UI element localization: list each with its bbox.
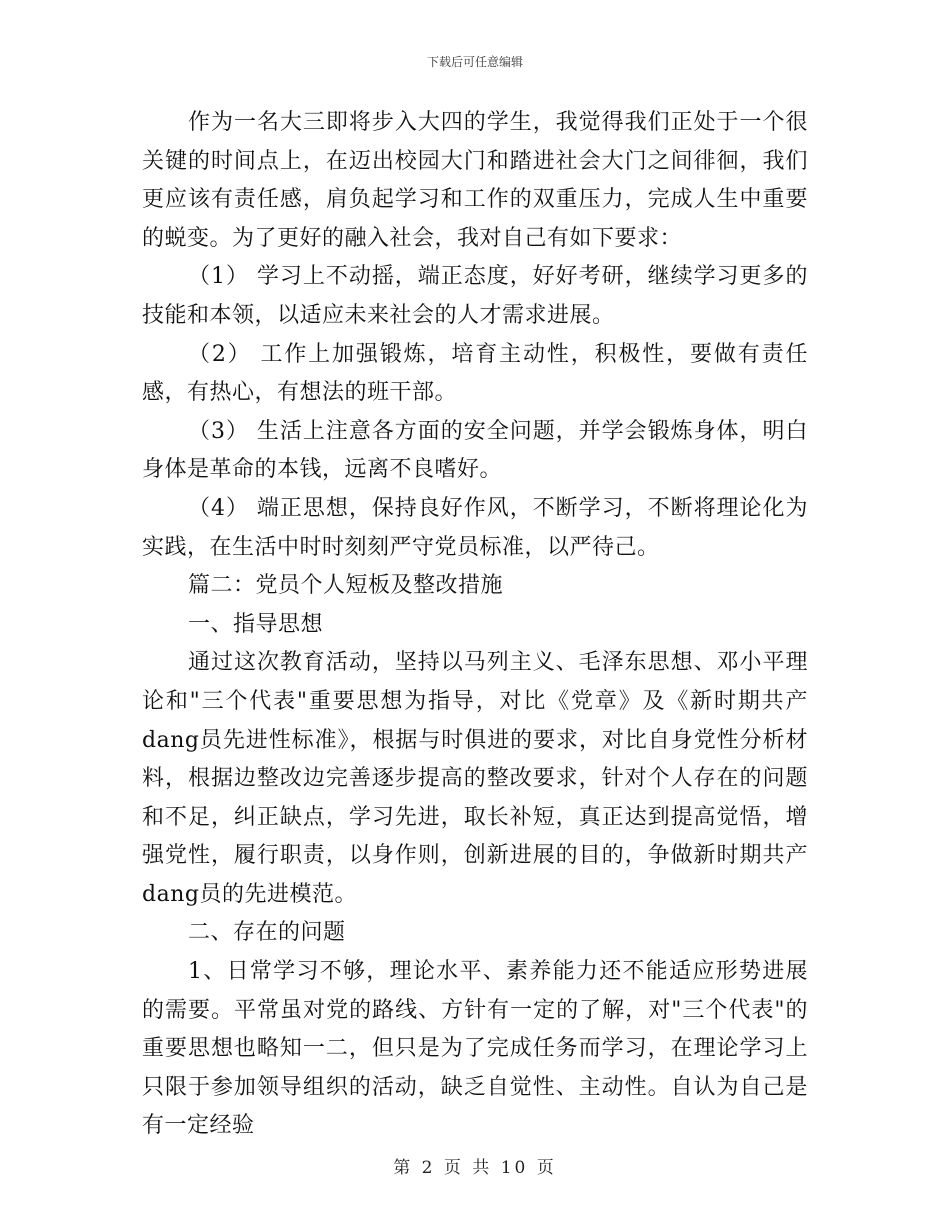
paragraph-requirement-4: （4） 端正思想，保持良好作风，不断学习，不断将理论化为实践，在生活中时时刻刻严守党员标准，以严待己。 — [142, 495, 808, 560]
document-body — [142, 104, 808, 1146]
page-header-note: 下载后可任意编辑 — [426, 55, 523, 69]
section-title-part-two: 篇二：党员个人短板及整改措施 — [188, 573, 504, 599]
paragraph-problem-1: 1、日常学习不够，理论水平、素养能力还不能适应形势进展的需要。平常虽对党的路线、方针有一定的了解，对"三个代表"的重要思想也略知一二，但只是为了完成任务而学习，在理论学习上只限于参加领导组织的活动，缺乏自觉性、主动性。自认为自己是有一定经验 — [142, 959, 808, 1139]
heading-existing-problems: 二、存在的问题 — [188, 920, 346, 946]
paragraph-requirement-1: （1） 学习上不动摇，端正态度，好好考研，继续学习更多的技能和本领，以适应未来社会的人才需求进展。 — [142, 264, 808, 328]
paragraph-requirement-2: （2） 工作上加强锻炼，培育主动性，积极性，要做有责任感，有热心，有想法的班干部。 — [142, 341, 808, 406]
page-footer: 第 2 页 共 10 页 — [393, 1158, 557, 1178]
paragraph-guiding-thought: 通过这次教育活动，坚持以马列主义、毛泽东思想、邓小平理论和"三个代表"重要思想为指导，对比《党章》及《新时期共产dang员先进性标准》，根据与时俱进的要求，对比自身党性分析材料，根据边整改边完善逐步提高的整改要求，针对个人存在的问题和不足，纠正缺点，学习先进，取长补短，真正达到提高觉悟，增强党性，履行职责，以身作则，创新进展的目的，争做新时期共产dang员的先进模范。 — [142, 650, 808, 907]
paragraph-intro: 作为一名大三即将步入大四的学生，我觉得我们正处于一个很关键的时间点上，在迈出校园大门和踏进社会大门之间徘徊，我们更应该有责任感，肩负起学习和工作的双重压力，完成人生中重要的蜕变。为了更好的融入社会，我对自己有如下要求： — [142, 110, 808, 251]
heading-guiding-thought: 一、指导思想 — [188, 611, 324, 637]
paragraph-requirement-3: （3） 生活上注意各方面的安全问题，并学会锻炼身体，明白身体是革命的本钱，远离不良嗜好。 — [142, 418, 808, 483]
